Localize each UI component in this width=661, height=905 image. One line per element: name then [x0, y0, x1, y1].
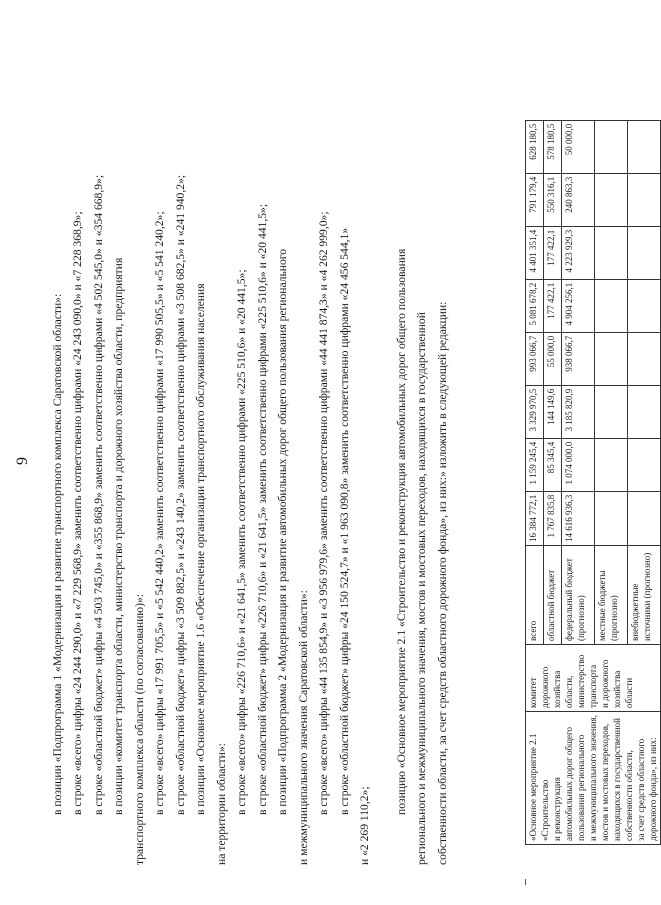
- value-cell: 16 384 772,1: [526, 491, 544, 545]
- paragraph-line: на территории области»:: [215, 743, 228, 865]
- paragraph-line: в строке «всего» цифры «44 135 854,9» и «3 956 979,6» заменить соответственно цифрами «44 441 874,3» и «4 262 999,0»;: [317, 211, 330, 815]
- table-row: [526, 120, 544, 844]
- value-cell: 55 000,0: [544, 332, 562, 385]
- paragraph-line: в строке «областной бюджет» цифры «4 503 745,0» и «355 868,9» заменить соответственно цифрами «4 502 545,0» и «354 668,9»;: [92, 174, 105, 815]
- executor-cell: комитет дорожного хозяйства области, министерство транспорта и дорожного хозяйства области: [526, 644, 661, 711]
- paragraph-line: в позиции «Основное мероприятие 1.6 «Обеспечение организации транспортного обслуживания населения: [194, 283, 207, 815]
- paragraph-line: собственности области, за счет средств областного дорожного фонда», из них:» изложить в следующей редакции:: [436, 301, 449, 865]
- value-cell: [628, 491, 661, 545]
- page-number: 9: [14, 457, 31, 465]
- value-cell: [595, 491, 628, 545]
- source-label: всего: [526, 545, 544, 644]
- value-cell: 628 180,5: [526, 120, 544, 173]
- value-cell: [595, 279, 628, 332]
- value-cell: 791 179,4: [526, 173, 544, 226]
- paragraph-line: в строке «всего» цифры «17 991 705,5» и «5 542 440,2» заменить соответственно цифрами «17 990 505,5» и «5 541 240,2»;: [153, 211, 166, 815]
- margin-mark: [525, 879, 526, 885]
- value-cell: [595, 120, 628, 173]
- value-cell: 4 223 929,3: [562, 226, 595, 279]
- paragraph-line: в строке «всего» цифры «226 710,6» и «21 641,5» заменить соответственно цифрами «225 510,6» и «20 441,5»;: [235, 269, 248, 815]
- value-cell: [628, 226, 661, 279]
- value-cell: [595, 332, 628, 385]
- paragraph-line: в строке «всего» цифры «24 244 290,0» и «7 229 568,9» заменить соответственно цифрами «24 243 090,0» и «7 228 368,9»;: [71, 211, 84, 815]
- value-cell: 1 767 835,8: [544, 491, 562, 545]
- value-cell: 938 066,7: [562, 332, 595, 385]
- value-cell: [595, 385, 628, 438]
- paragraph-line: транспортного комплекса области (по согласованию)»:: [133, 594, 146, 865]
- value-cell: 3 329 970,5: [526, 385, 544, 438]
- paragraph-line: регионального и межмуниципального значения, мостов и мостовых переходов, находящихся в государственной: [415, 312, 428, 865]
- source-label: областной бюджет: [544, 545, 562, 644]
- value-cell: [628, 279, 661, 332]
- value-cell: 578 180,5: [544, 120, 562, 173]
- paragraph-line: в позиции «Подпрограмма 2 «Модернизация и развитие автомобильных дорог общего пользования регионального: [276, 248, 289, 815]
- value-cell: 14 616 936,3: [562, 491, 595, 545]
- value-cell: 4 904 256,1: [562, 279, 595, 332]
- budget-table: [525, 120, 661, 845]
- measure-cell: «Основное мероприятие 2.1 «Строительство и реконструкция автомобильных дорог общего пользования регионального и межмуниципального значения, мостов и мостовых переходов, находящихся в государственной собственности области, за счет средств областного дорожного фонда», из них:: [526, 711, 661, 844]
- value-cell: [595, 173, 628, 226]
- value-cell: 50 000,0: [562, 120, 595, 173]
- value-cell: [628, 173, 661, 226]
- paragraph-line: и межмуниципального значения Саратовской области»:: [297, 590, 310, 865]
- paragraph-line: позицию «Основное мероприятие 2.1 «Строительство и реконструкция автомобильных дорог общего пользования: [395, 248, 408, 815]
- value-cell: 177 422,1: [544, 279, 562, 332]
- value-cell: 993 066,7: [526, 332, 544, 385]
- source-label: внебюджетные источники (прогнозно): [628, 545, 661, 644]
- value-cell: 240 863,3: [562, 173, 595, 226]
- value-cell: [595, 438, 628, 491]
- value-cell: 85 345,4: [544, 438, 562, 491]
- value-cell: 3 185 820,9: [562, 385, 595, 438]
- paragraph-line: в строке «областной бюджет» цифры «226 710,6» и «21 641,5» заменить соответственно цифрами «225 510,6» и «20 441,5»;: [256, 203, 269, 815]
- value-cell: 550 316,1: [544, 173, 562, 226]
- paragraph-line: и «2 269 110,2»;: [358, 786, 371, 865]
- value-cell: 1 074 000,0: [562, 438, 595, 491]
- value-cell: [595, 226, 628, 279]
- paragraph-line: в позиции «Подпрограмма 1 «Модернизация и развитие транспортного комплекса Саратовской области»:: [51, 293, 64, 815]
- value-cell: 144 149,6: [544, 385, 562, 438]
- value-cell: [628, 332, 661, 385]
- value-cell: [628, 385, 661, 438]
- source-label: федеральный бюджет (прогнозно): [562, 545, 595, 644]
- value-cell: [628, 438, 661, 491]
- value-cell: 177 422,1: [544, 226, 562, 279]
- source-label: местные бюджеты (прогнозно): [595, 545, 628, 644]
- value-cell: 4 401 351,4: [526, 226, 544, 279]
- paragraph-line: в строке «областной бюджет» цифры «3 509 882,5» и «243 140,2» заменить соответственно цифрами «3 508 682,5» и «241 940,2»;: [174, 174, 187, 815]
- paragraph-line: в позиции «комитет транспорта области, министерство транспорта и дорожного хозяйства области, предприятия: [112, 257, 125, 815]
- rotated-content: [14, 25, 658, 885]
- value-cell: 1 159 245,4: [526, 438, 544, 491]
- paragraph-line: в строке «областной бюджет» цифры «24 150 524,7» и «1 963 090,8» заменить соответственно цифрами «24 456 544,1»: [338, 227, 351, 815]
- value-cell: 5 081 678,2: [526, 279, 544, 332]
- value-cell: [628, 120, 661, 173]
